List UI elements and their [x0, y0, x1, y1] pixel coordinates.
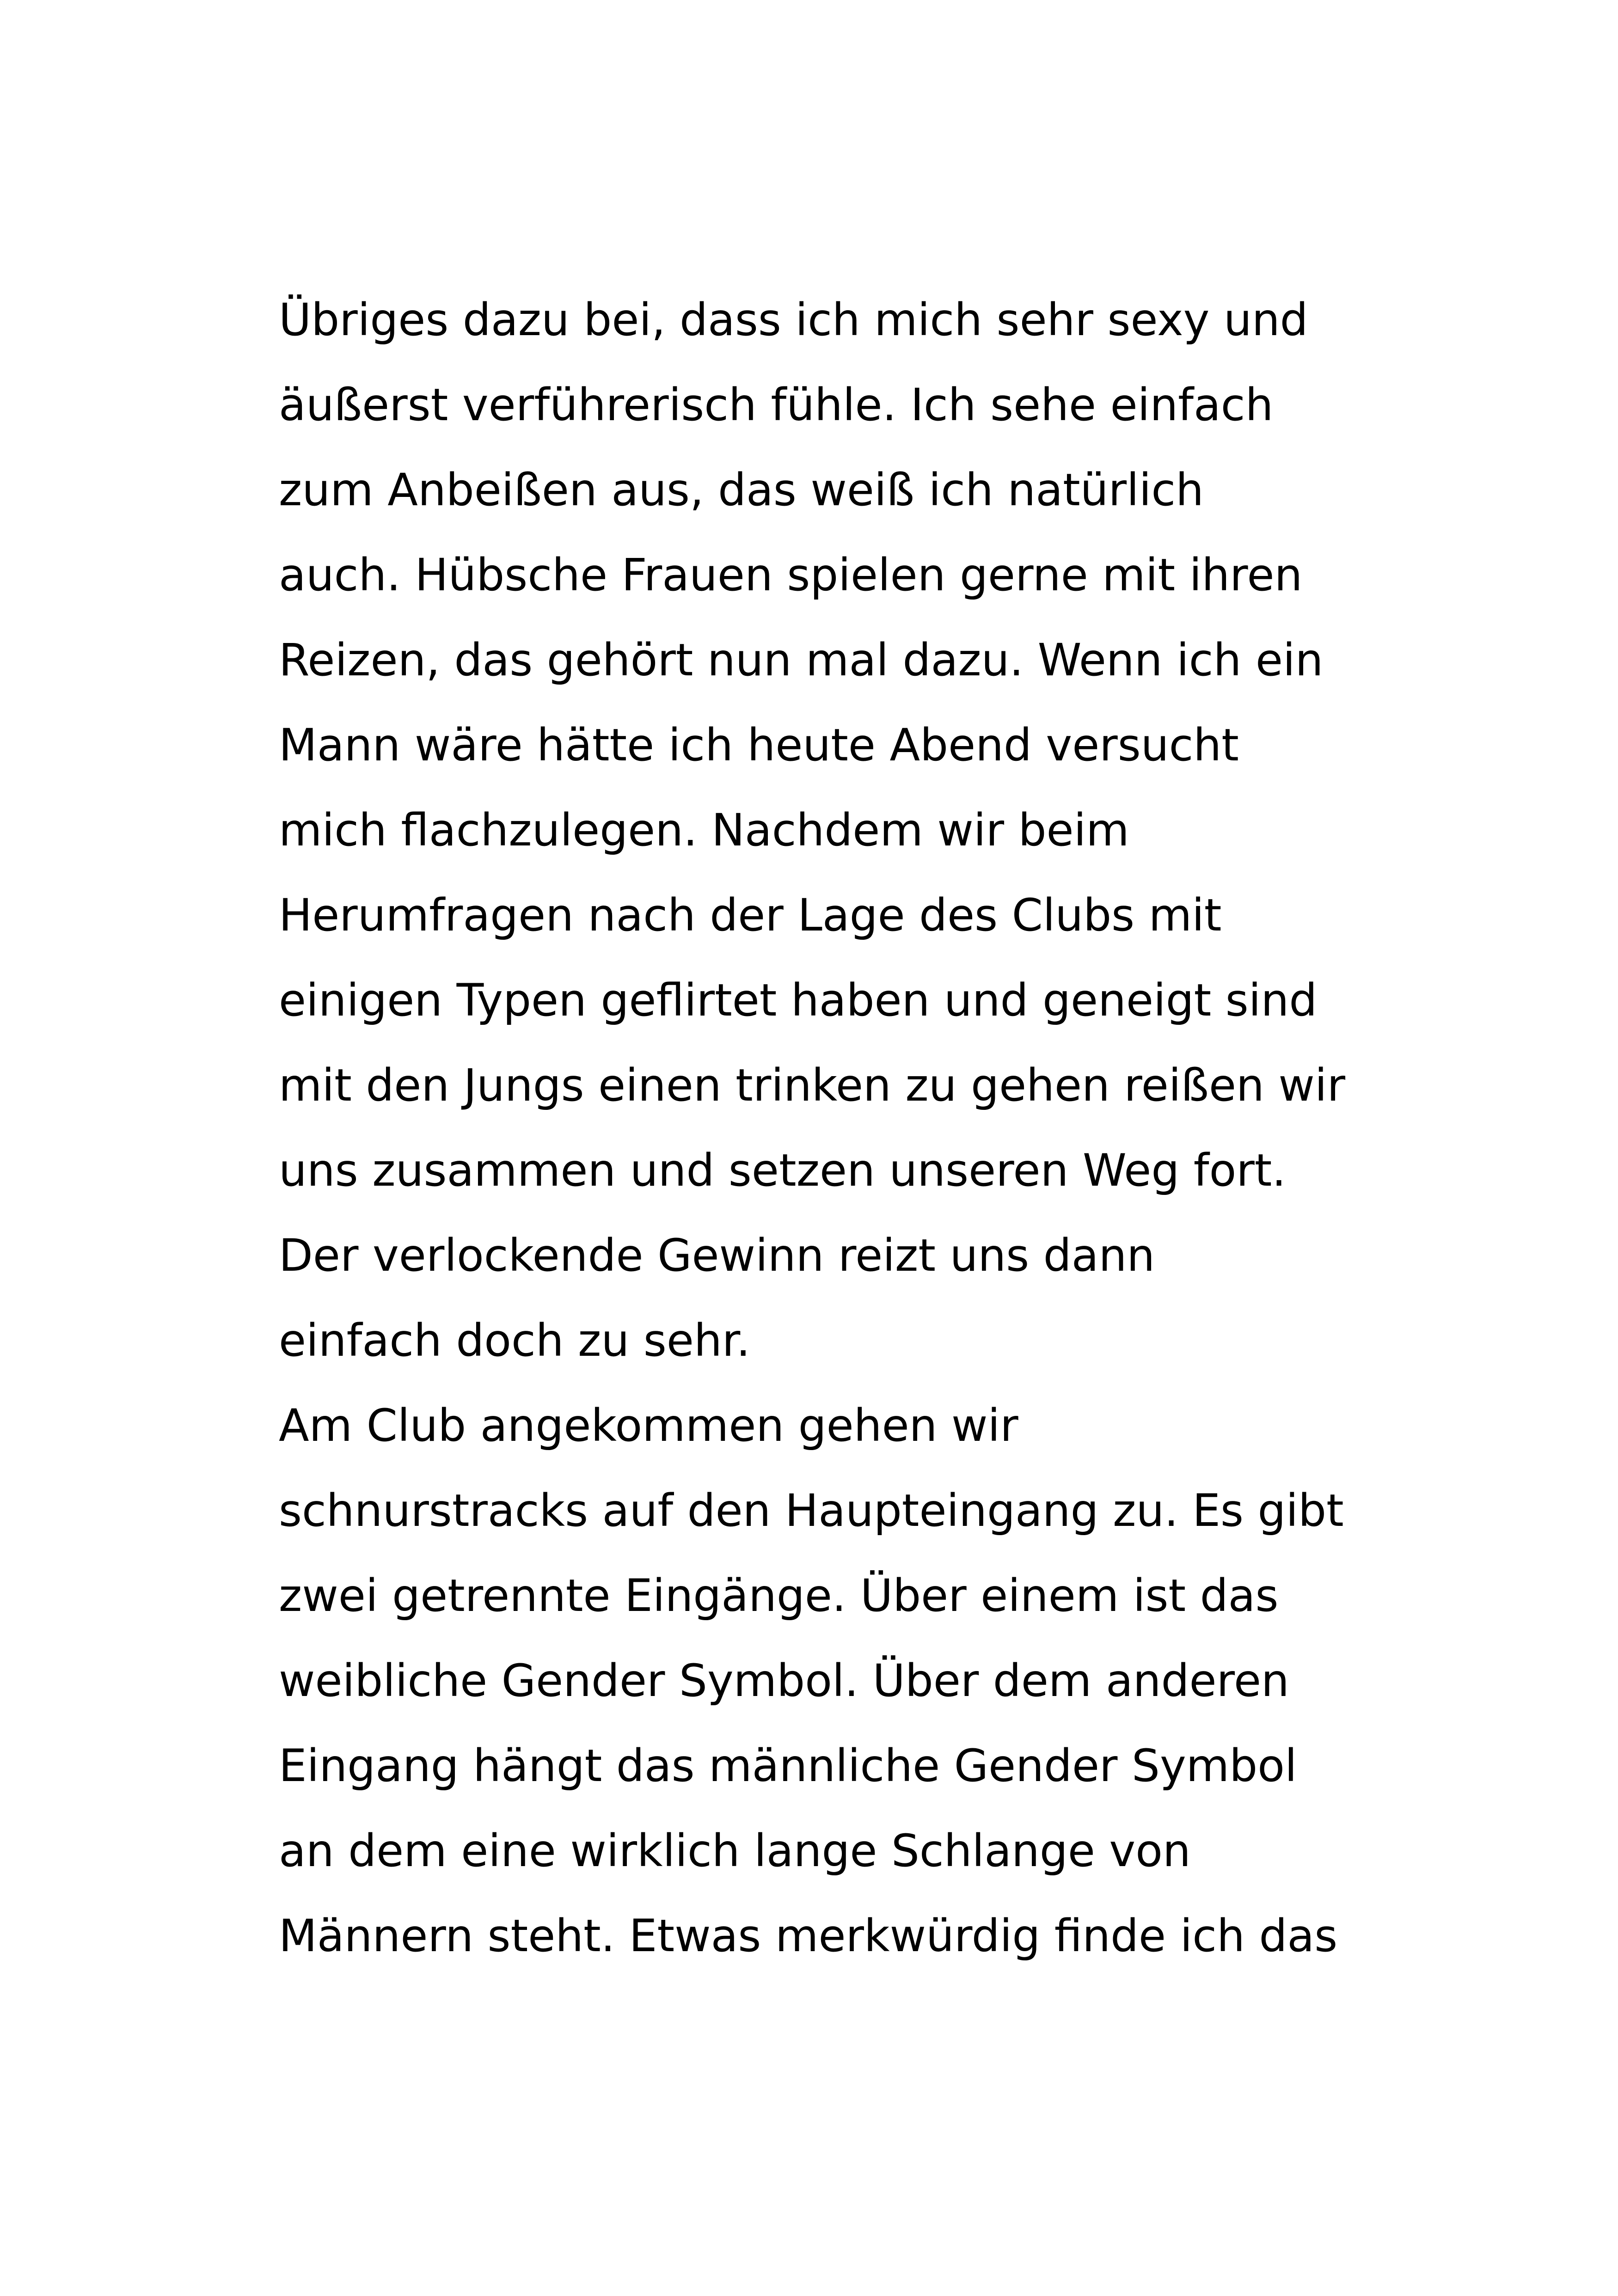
text-line: Der verlockende Gewinn reizt uns dann: [279, 1230, 1155, 1281]
text-line: Am Club angekommen gehen wir: [279, 1400, 1018, 1451]
text-line: Reizen, das gehört nun mal dazu. Wenn ich ein: [279, 634, 1324, 686]
text-line: Eingang hängt das männliche Gender Symbol: [279, 1740, 1297, 1792]
text-line: zum Anbeißen aus, das weiß ich natürlich: [279, 464, 1204, 516]
text-line: weibliche Gender Symbol. Über dem anderen: [279, 1655, 1289, 1707]
text-line: Mann wäre hätte ich heute Abend versucht: [279, 719, 1239, 771]
text-line: schnurstracks auf den Haupteingang zu. Es gibt: [279, 1485, 1344, 1537]
text-line: einfach doch zu sehr.: [279, 1315, 750, 1366]
text-line: zwei getrennte Eingänge. Über einem ist das: [279, 1570, 1279, 1622]
text-line: äußerst verführerisch fühle. Ich sehe einfach: [279, 379, 1274, 431]
text-line: mit den Jungs einen trinken zu gehen reißen wir: [279, 1059, 1346, 1111]
text-line: Männern steht. Etwas merkwürdig finde ich das: [279, 1910, 1338, 1962]
text-line: Herumfragen nach der Lage des Clubs mit: [279, 889, 1222, 941]
text-line: einigen Typen geflirtet haben und geneigt sind: [279, 974, 1318, 1026]
text-line: Übriges dazu bei, dass ich mich sehr sexy und: [279, 294, 1308, 346]
text-line: an dem eine wirklich lange Schlange von: [279, 1825, 1191, 1877]
text-line: mich flachzulegen. Nachdem wir beim: [279, 804, 1129, 856]
text-line: auch. Hübsche Frauen spielen gerne mit ihren: [279, 549, 1303, 601]
body-text: [279, 277, 1388, 1978]
text-line: uns zusammen und setzen unseren Weg fort.: [279, 1145, 1286, 1196]
